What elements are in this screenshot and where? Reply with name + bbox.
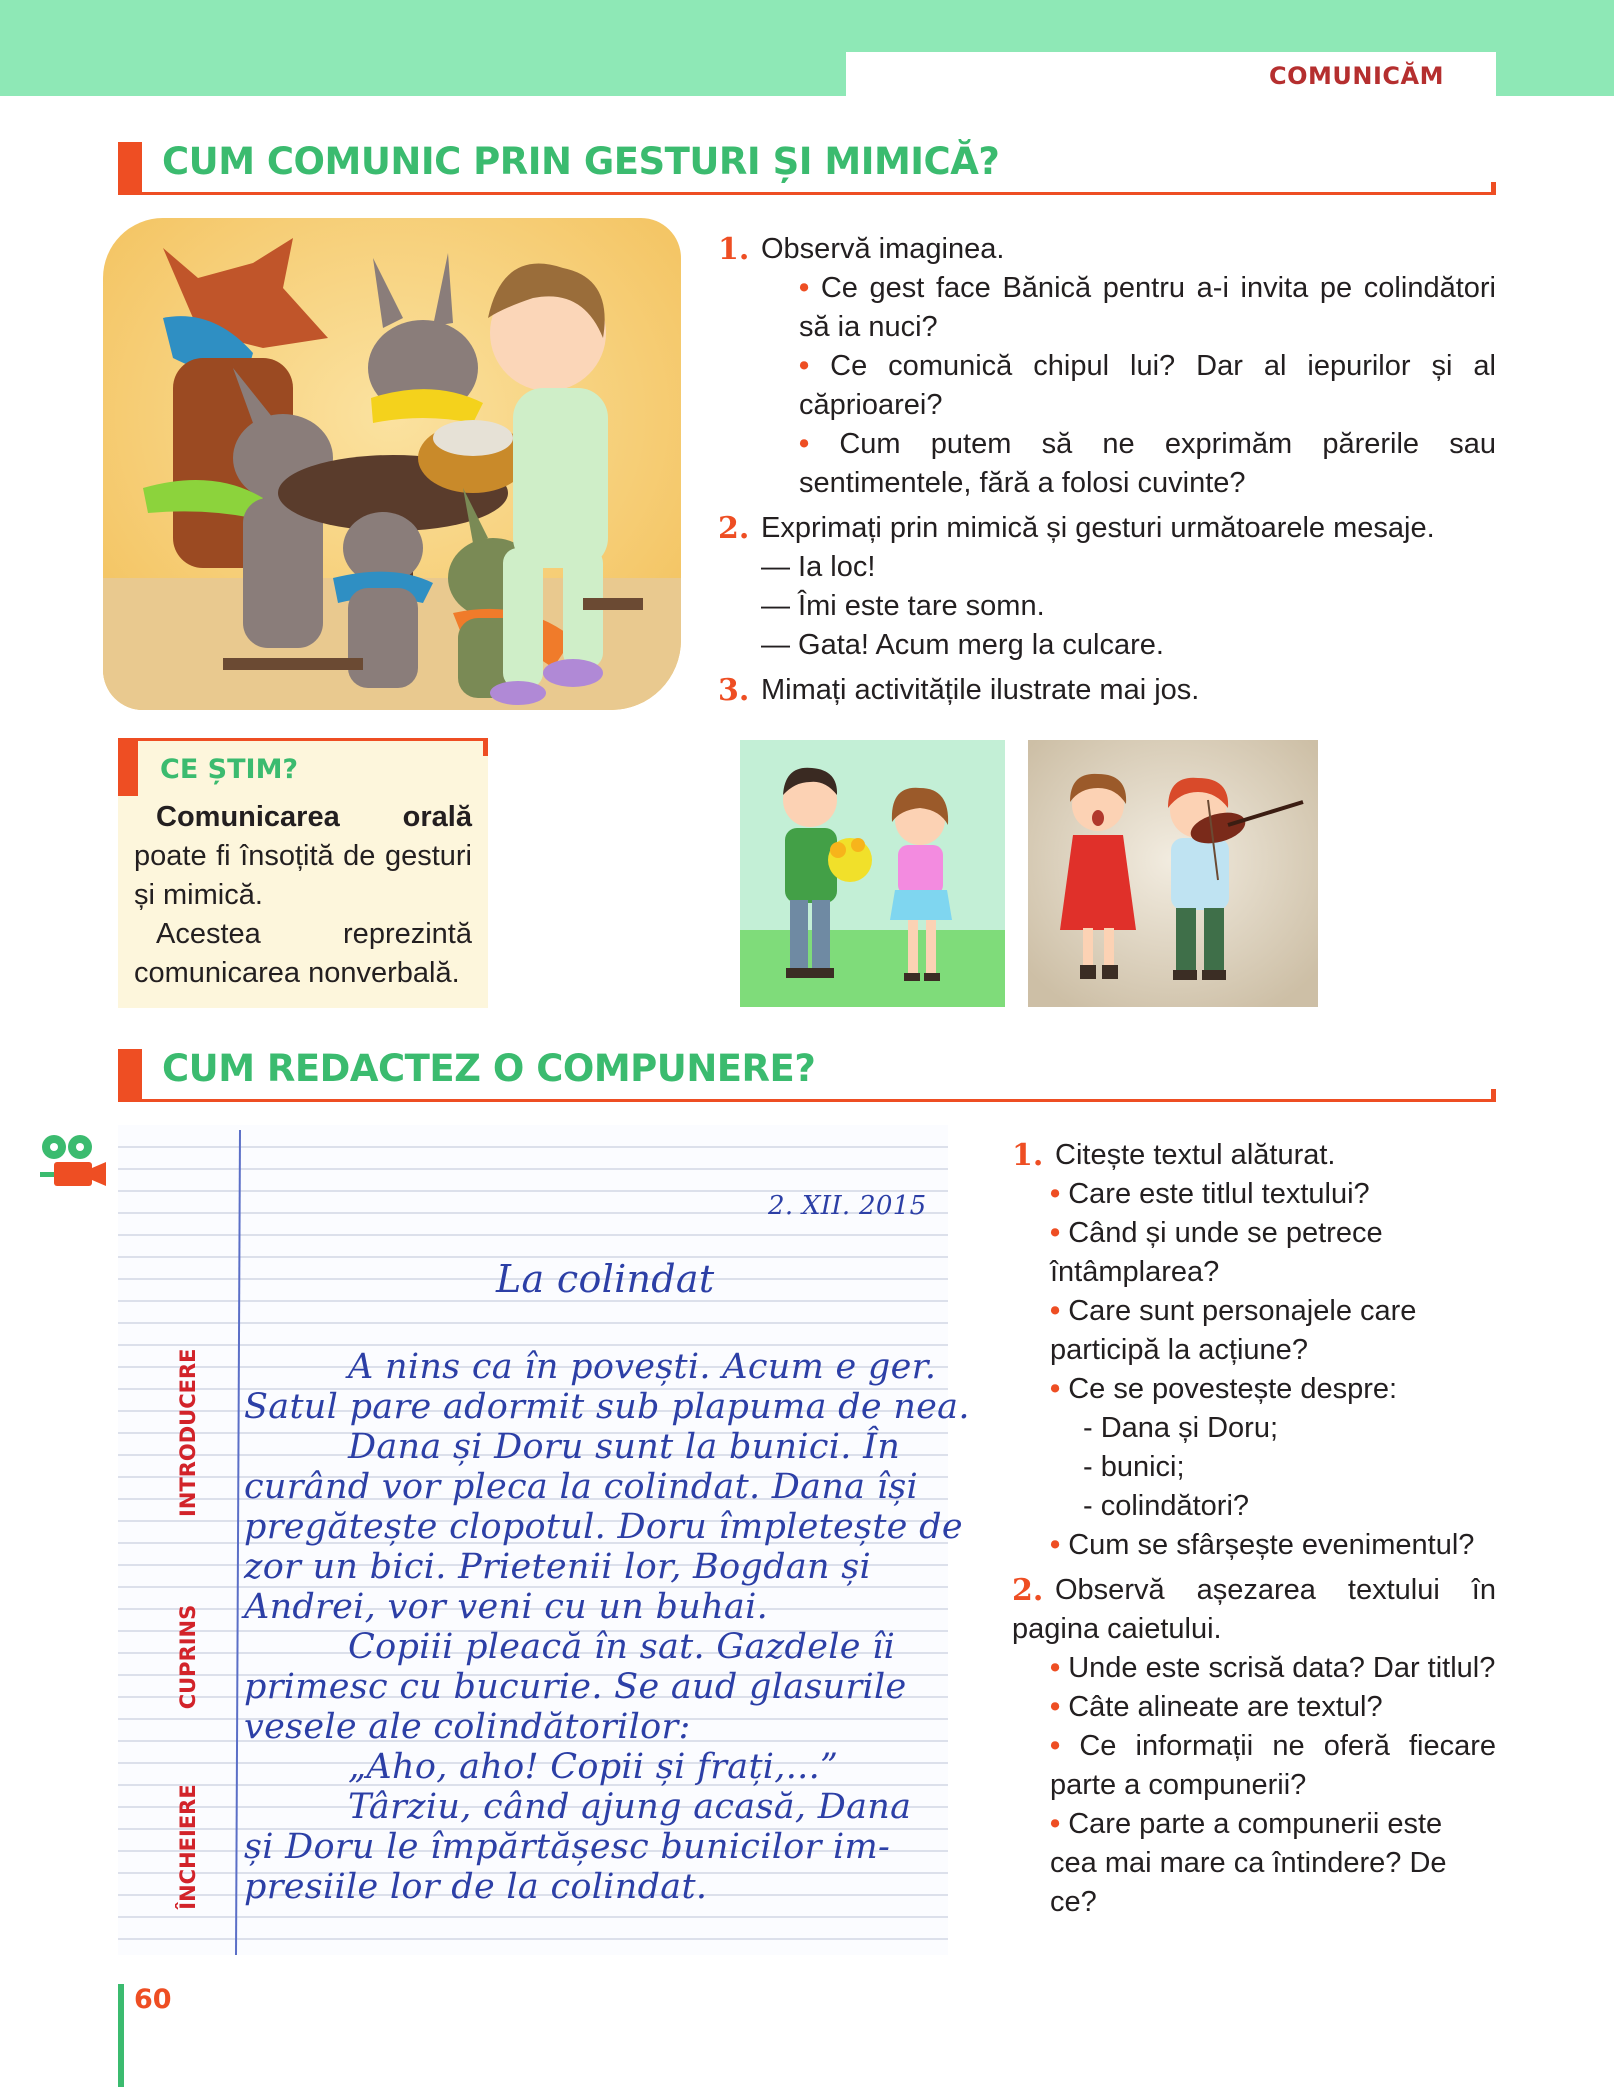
box-text-2: Acestea reprezintă comunicarea nonverbală. (134, 918, 472, 989)
sub-item: - colindători? (1083, 1490, 1250, 1522)
bullet-item: • Câte alineate are textul? (1050, 1691, 1383, 1723)
exercise-number: 1. (1012, 1138, 1044, 1173)
exercise-text: Citește textul alăturat. (1055, 1139, 1336, 1171)
notebook-date: 2. XII. 2015 (768, 1191, 927, 1221)
header-tab (846, 52, 1496, 96)
exercise-3 (718, 671, 1496, 710)
exercise-number: 2. (718, 511, 750, 546)
bullet-item: • Ce se povestește despre: (1050, 1373, 1398, 1405)
exercise-text: Mimați activitățile ilustrate mai jos. (761, 674, 1200, 706)
box-title: CE ȘTIM? (160, 754, 299, 785)
label-introducere: INTRODUCERE (176, 1348, 200, 1517)
dash-item: — Gata! Acum merg la culcare. (761, 629, 1164, 661)
exercise-1 (718, 230, 1496, 503)
handwritten-line: Andrei, vor veni cu un buhai. (244, 1587, 769, 1627)
handwritten-line: Dana și Doru sunt la bunici. În (348, 1427, 901, 1467)
handwritten-line: Copiii pleacă în sat. Gazdele îi (348, 1627, 896, 1667)
sub-item: - Dana și Doru; (1083, 1412, 1279, 1444)
label-cuprins: CUPRINS (176, 1604, 200, 1710)
handwritten-line: A nins ca în povești. Acum e ger. (348, 1347, 937, 1387)
exercises-gestures (718, 230, 1496, 716)
ce-stim-box (118, 738, 488, 1008)
sub-item: - bunici; (1083, 1451, 1185, 1483)
film-camera-icon (40, 1132, 108, 1194)
exercise-2 (1012, 1571, 1496, 1922)
handwritten-line: presiile lor de la colindat. (244, 1867, 708, 1907)
bullet-item: • Unde este scrisă data? Dar titlul? (1050, 1652, 1496, 1684)
section-title: CUM REDACTEZ O COMPUNERE? (162, 1047, 816, 1090)
handwritten-line: curând vor pleca la colindat. Dana își (244, 1467, 919, 1507)
bullet-item: • Când și unde se petrece întâmplarea? (1050, 1217, 1383, 1288)
handwritten-line: zor un bici. Prietenii lor, Bogdan și (244, 1547, 872, 1587)
exercise-number: 3. (718, 673, 750, 708)
bullet-item: • Care este titlul textului? (1050, 1178, 1370, 1210)
exercise-1 (1012, 1136, 1496, 1565)
box-text: Comunicarea orală poate fi însoțită de gesturi și mimică. Acestea reprezintă comunicarea nonverbală. (134, 798, 472, 993)
section-title: CUM COMUNIC PRIN GESTURI ȘI MIMICĂ? (162, 140, 1000, 183)
illustration-boy-flowers (740, 740, 1005, 1007)
illustration-violin (1028, 740, 1318, 1007)
dash-item: — Ia loc! (761, 551, 876, 583)
bullet-item: • Care sunt personajele care participă la acțiune? (1050, 1295, 1417, 1366)
exercise-text: Observă așezarea textului în pagina caietului. (1012, 1574, 1496, 1645)
illustration-caroling-animals (103, 218, 681, 710)
handwritten-line: vesele ale colindătorilor: (244, 1707, 691, 1747)
bullet-item: • Cum putem să ne exprimăm părerile sau sentimentele, fără a folosi cuvinte? (799, 428, 1497, 499)
bullet-item: • Ce informații ne oferă fiecare parte a compunerii? (1050, 1730, 1497, 1801)
notebook-composition (118, 1125, 970, 1955)
bullet-item: • Ce comunică chipul lui? Dar al iepurilor și al căprioarei? (799, 350, 1497, 421)
handwritten-line: Târziu, când ajung acasă, Dana (348, 1787, 912, 1827)
bullet-item: • Care parte a compunerii este cea mai mare ca întindere? De ce? (1050, 1808, 1447, 1918)
section-heading-gestures (118, 118, 1496, 196)
handwritten-line: pregătește clopotul. Doru împletește de (244, 1507, 963, 1547)
bullet-item: • Cum se sfârșește evenimentul? (1050, 1529, 1475, 1561)
exercise-2 (718, 509, 1496, 665)
page-number-bar (118, 1984, 124, 2087)
exercise-number: 1. (718, 232, 750, 267)
dash-item: — Îmi este tare somn. (761, 590, 1045, 622)
bullet-item: • Ce gest face Bănică pentru a-i invita pe colindători să ia nuci? (799, 272, 1496, 343)
handwritten-line: Satul pare adormit sub plapuma de nea. (244, 1387, 970, 1427)
exercise-number: 2. (1012, 1573, 1044, 1608)
box-bold-lead: Comunicarea orală (156, 801, 472, 833)
label-incheiere: ÎNCHEIERE (176, 1784, 200, 1910)
handwritten-line: primesc cu bucurie. Se aud glasurile (244, 1667, 907, 1707)
page-number: 60 (134, 1984, 172, 2015)
exercise-text: Exprimați prin mimică și gesturi următoarele mesaje. (761, 512, 1435, 544)
exercise-text: Observă imaginea. (761, 233, 1005, 265)
handwritten-line: și Doru le împărtășesc bunicilor im- (244, 1827, 891, 1867)
exercises-composition (1012, 1136, 1496, 1928)
chapter-label: COMUNICĂM (1269, 62, 1444, 90)
section-heading-composition (118, 1025, 1496, 1103)
notebook-title: La colindat (496, 1257, 715, 1301)
handwritten-line: „Aho, aho! Copii și frați,...” (348, 1747, 839, 1787)
